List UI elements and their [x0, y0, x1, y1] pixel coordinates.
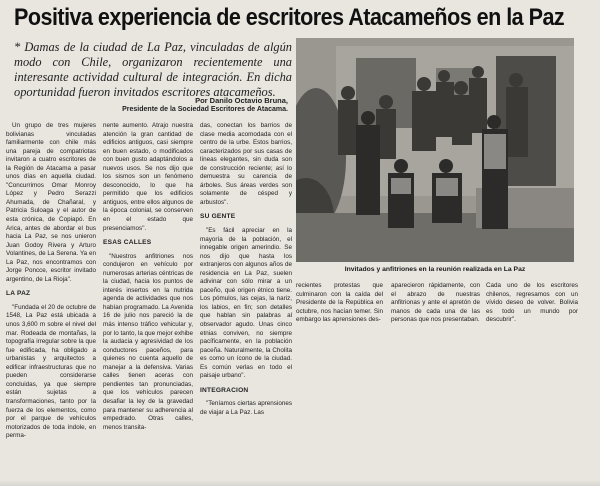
paragraph: "Nuestros anfitriones nos condujeron en vehículo por numerosas arterias céntricas de la ciudad, hacia los puntos de interés insertos en la nutrida agenda de actividades que nos habían programado. La Avenida 16 de julio nos pareció la de más intenso tráfico vehicular y, por lo tanto, la que mejor exhibe la audacia y agresividad de los conductores paceños, para quienes no cuenta aquello de manejar a la defensiva. Varias calles tienen aceras con pendientes tan pronunciadas, que los vehículos parecen desafiar la ley de la gravedad para mantener su adherencia al empedrado. Otras calles, menos transita-	[103, 252, 193, 431]
paragraph: Cada uno de los escritores chilenos, regresamos con un vívido deseo de volver. Bolivia es todo un mundo por descubrir".	[486, 282, 578, 324]
paragraph: "Teníamos ciertas aprensiones de viajar a La Paz. Las	[200, 400, 292, 416]
group-photo	[296, 38, 574, 262]
column-2	[103, 122, 193, 432]
paragraph: "Fundada el 20 de octubre de 1548, La Paz está ubicada a unos 3,600 m sobre el nivel del mar. Rodeada de montañas, la topografía irregular sobre la que fue edificada, ha obligado a urbanistas y arquitectos a edificar infraestructuras que no pueden considerarse concluidas, ya que siempre están sujetas a transformaciones, tanto por la fuerza de los elementos, como por el parque de vehículos motorizados de toda índole, en perma-	[6, 303, 96, 440]
subheading-integracion: INTEGRACION	[200, 386, 249, 394]
column-5	[391, 282, 480, 325]
paragraph: aparecieron rápidamente, con el abrazo de nuestras anfitrionas y ante el apretón de manos de cada una de las personas que nos presentaban.	[391, 282, 480, 324]
subheading-su-gente: SU GENTE	[200, 213, 236, 221]
column-1	[6, 122, 96, 441]
page-edge-shadow	[0, 480, 600, 486]
subheading-esas-calles: ESAS CALLES	[103, 239, 152, 247]
paragraph: nente aumento. Atrajo nuestra atención la gran cantidad de edificios antiguos, casi siempre en buen estado, o modificados con buen gusto adaptándolos a nuevos usos. Se nos dijo que los sismos son un fenómeno desconocido, lo que ha permitido que los edificios antiguos, entre ellos algunos de la época colonial, se conserven en el estado que presenciamos".	[103, 122, 193, 232]
lede-paragraph: * Damas de la ciudad de La Paz, vinculadas de algún modo con Chile, organizaron recientemente una interesante actividad cultural de integración. En dicha oportunidad fueron invitados escritores atacameños.	[14, 40, 292, 99]
headline: Positiva experiencia de escritores Atacameños en la Paz	[14, 4, 565, 31]
paragraph: das, conectan los barrios de clase media acomodada con el centro de la urbe. Estos barrios, caracterizados por sus casas de líneas elegantes, sin duda son de construcción reciente; así lo demuestra su carencia de árboles. Sus áreas verdes son solamente de césped y arbustos".	[200, 122, 292, 206]
byline-name: Por Danilo Octavio Bruna,	[195, 96, 288, 105]
group-photo-image	[296, 38, 574, 262]
column-6	[486, 282, 578, 325]
byline-role: Presidente de la Sociedad Escritores de Atacama.	[122, 106, 288, 113]
paragraph: Un grupo de tres mujeres bolivianas vinculadas familiarmente con chile más una pareja de compatriotas invitaron a cuatro escritores de la Región de Atacama a pasar unos días en aquella ciudad. "Concurrimos Omar Monroy López y Pedro Serazzi Ahumada, de Chañaral, y Patricia Suloaga y el autor de esta crónica, de Copiapó. En Arica, antes de abordar el bus hacia La Paz, se nos unieron Juan Godoy Rivera y Arturo Volantines, de La Serena. Ya en La Paz, nos encontramos con Jorge Poncce, escritor invitado argentino, de La Rioja".	[6, 122, 96, 283]
paragraph: "Es fácil apreciar en la mayoría de la población, el innegable origen amerindio. Se nos dijo que hasta los extranjeros con algunos años de residencia en La Paz, suelen adivinar con sólo mirar a un paceño, qué origen étnico tiene. Los pómulos, las cejas, la nariz, los labios, en fin; son detalles que hablan sin palabras al observador agudo. Unas cinco etnias conviven, no siempre pacíficamente, en la población paceña. Naturalmente, la Cholita es como un ícono de la ciudad. Es común verlas en todo el paisaje urbano".	[200, 227, 292, 380]
column-3	[200, 122, 292, 418]
paragraph: recientes protestas que culminaron con la caída del Presidente de la República en octubre, nos hacían temer. Sin embargo las aprensiones des-	[296, 282, 383, 324]
byline	[88, 96, 288, 114]
column-4	[296, 282, 383, 325]
subheading-la-paz: LA PAZ	[6, 290, 31, 298]
photo-caption: Invitados y anfitriones en la reunión realizada en La Paz	[344, 266, 526, 273]
